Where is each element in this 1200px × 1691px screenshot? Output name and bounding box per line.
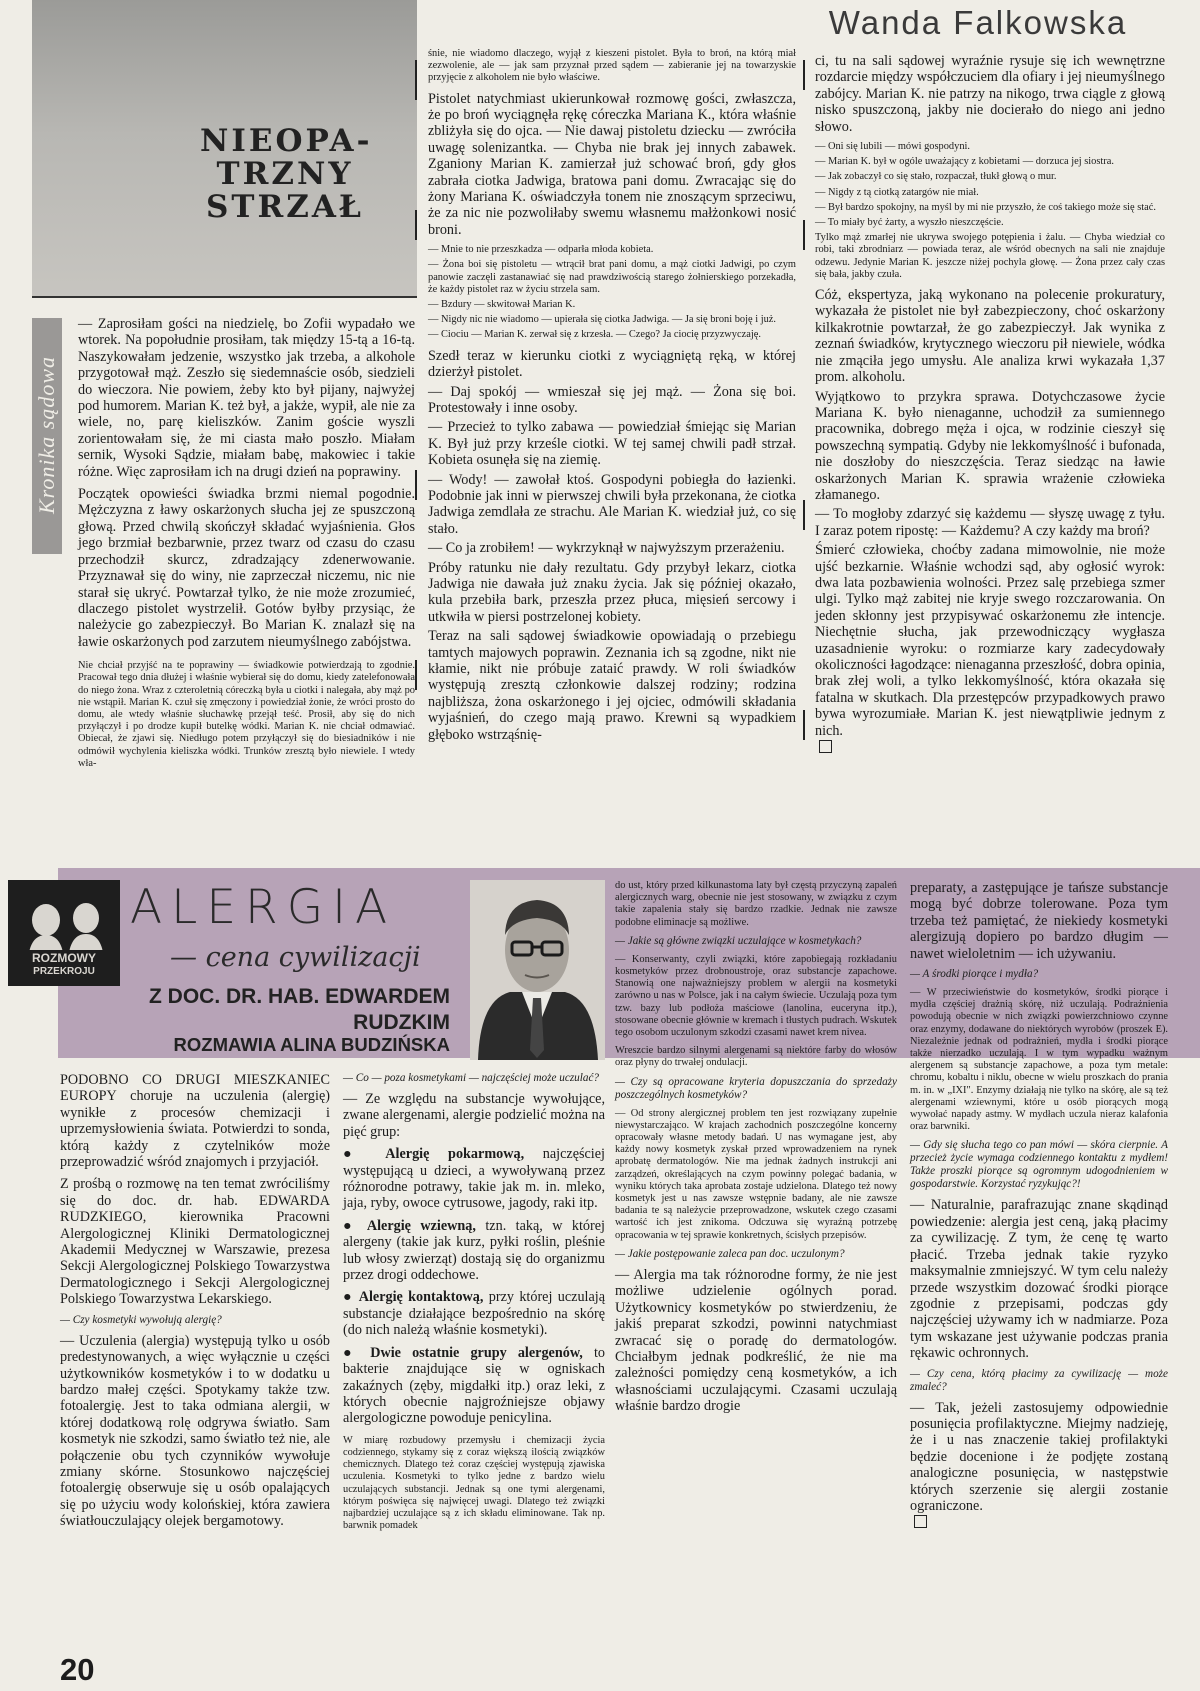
paragraph: Początek opowieści świadka brzmi niemal pogodnie. Mężczyzna z ławy oskarżonych słucha jej ze spuszczoną głową. Przed chwilą skończył składać wyjaśnienia. Głos jego brzmiał bezbarwnie, przez twarz od czasu do czasu przechodził skurcz, zdradzający zdenerwowanie. Przyznawał się do winy, nie zaprzeczał niczemu, nic nie starał się ukryć. Powtarzał tylko, że nie może zrozumieć, dlaczego pistolet wystrzelił. Gotów byłby przysiąc, że należycie go zabezpieczył. Bo Marian K. znalazł się na ławie oskarżonych pod zarzutem nieumyślnego zabójstwa.: [78, 486, 415, 650]
paragraph: ci, tu na sali sądowej wyraźnie rysuje się ich wewnętrzne rozdarcie między współczuciem dla ofiary i jej nieumyślnego zabójcy. Marian K. nie patrzy na nikogo, trwa ciągle z głową nisko spuszczoną, jakby nie docierało do niego ani jedno słowo.: [815, 53, 1165, 135]
paragraph: Śmierć człowieka, choćby zadana mimowolnie, nie może ujść bezkarnie. Właśnie wchodzi sąd, aby ogłosić wyrok: dwa lata pozbawienia wolności. Przez salę przebiega szmer ulgi. Tylko mąż zabitej nie kryje swego rozczarowania. On jeden skłonny jest przypisywać oskarżonemu złe intencje. Niechętnie słucha, jak przewodniczący wygłasza uzasadnienie wyroku: o rozmiarze kary zadecydowały okoliczności łagodzące: nienaganna przeszłość, dobra opinia, brak złej woli, a tylko lekkomyślność, która okazała się fatalna w skutkach. Dla przestępców przypadkowych prawo bywa wyrozumiałe. Marian K. jest niewątpliwie jednym z nich.: [815, 542, 1165, 739]
interview-column-3: [615, 880, 897, 1421]
interview-subtitle: — cena cywilizacji: [170, 942, 421, 973]
paragraph: — Zaprosiłam gości na niedzielę, bo Zofii wypadało we wtorek. Na popołudnie prosiłam, tak między 15-tą a 16-tą. Naszykowałam jedzenie, wszystko jak trzeba, a alkohole przygotował mąż. Zeszło się siedemnaście osób, siedzieli do wieczora. Nie powiem, żeby kto był pijany, najwyżej pod humorem. Marian K. też był, a jakże, wypił, ale nie za wiele, no, parę kieliszków. Zanim goście wyszli zorientowałam się, że mi ciasta mało poszło. Miałam sernik, Wysoki Sądzie, miałam babę, makowiec i takie różne. Więc zaprosiłam ich na drugi dzień na poprawiny.: [78, 316, 415, 480]
list-item: ● Alergię kontaktową, przy której uczulają substancje działające bezpośrednio na skórę (do nich należą właśnie kosmetyki).: [343, 1289, 606, 1339]
list-item-lead: Alergię kontaktową,: [358, 1289, 484, 1306]
interview-column-4: [910, 880, 1168, 1532]
interview-title: ALERGIA: [130, 880, 397, 935]
question: — Czy kosmetyki wywołują alergię?: [60, 1313, 222, 1326]
question: — Czy są opracowane kryteria dopuszczania do sprzedaży poszczególnych kosmetyków?: [615, 1075, 897, 1101]
small-paragraph: do ust, który przed kilkunastoma laty był częstą przyczyną zapaleń alergicznych warg, obecnie nie jest stosowany, w związku z czym takie zapalenia stały się bardzo rzadkie. Jednak nie zawsze podobne eliminacje są możliwe.: [615, 880, 897, 928]
dialogue-line: — Oni się lubili — mówi gospodyni.: [815, 141, 970, 153]
author-name: Wanda Falkowska: [828, 4, 1128, 41]
column-rule: [415, 210, 417, 240]
column-rule: [415, 660, 417, 690]
small-paragraph: — Od strony alergicznej problem ten jest rozwiązany zupełnie niewystarczająco. W krajach zachodnich poszczególne koncerny opracowały własne metody badań. U nas wymagane jest, aby każdy nowy kosmetyk zyskał przed wprowadzeniem na rynek aprobatę dermatologów. Nie ma jednak żadnych instrukcji ani zarządzeń, określających na czym powinny polegać badania, w wyniku których taka aprobata zostaje udzielona. Dlatego też nowy kosmetyk jest u nas zawsze wstępnie badany, ale nie zawsze badania te są należycie przeprowadzone, wskutek czego czasami wartość ich jest znikoma. Odczuwa się wyraźną potrzebę opracowania w tej sprawie konkretnych, ścisłych przepisów.: [615, 1107, 897, 1241]
paragraph: Teraz na sali sądowej świadkowie opowiadają o przebiegu tamtych majowych poprawin. Zeznania ich są zgodne, nikt nie kłamie, nikt nie próbuje zataić prawdy. W roli świadków występują zresztą członkowie dalszej rodziny; rodzina najbliższa, żona oskarżonego i jej ojciec, odmówili składania wyjaśnień, do czego mają prawo. Krewni są wypadkiem głęboko wstrząśnię-: [428, 628, 796, 743]
paragraph: — Przecież to tylko zabawa — powiedział śmiejąc się Marian K. Był już przy krześle ciotki. W tej samej chwili padł strzał. Kobieta osunęła się na ziemię.: [428, 419, 796, 469]
column-rule: [415, 60, 417, 100]
small-paragraph: Nie chciał przyjść na te poprawiny — świadkowie potwierdzają to zgodnie. Pracował tego dnia dłużej i właśnie wybierał się do domu, kiedy zatelefonowała do niego żona. Wraz z czteroletnią córeczką była u ciotki i nalegała, aby mąż po nie wstąpił. Marian K. czuł się zmęczony i powiedział żonie, że wróci prosto do domu, ale wtedy właśnie słuchawkę przejął teść. Prosił, aby się do nich przyłączył i po drodze kupił butelkę wódki. Marian K. nie chciał odmawiać. Obiecał, że zjawi się. Niedługo potem przyłączył się do biesiadników i nie odmówił wychylenia kieliszka wódki. Trunków zresztą było niewiele. I wtedy wła-: [78, 660, 415, 769]
list-item-text: tzn. taką, w której alergeny (takie jak kurz, pyłki roślin, pleśnie lub włosy zwierząt) dostają się do organizmu przez drogi oddechowe.: [343, 1217, 605, 1284]
section-tab: [32, 318, 62, 554]
column-rule: [803, 60, 805, 90]
dialogue-line: — Mnie to nie przeszkadza — odparła młoda kobieta.: [428, 244, 654, 256]
small-paragraph: W miarę rozbudowy przemysłu i chemizacji życia codziennego, stykamy się z coraz większą ilością związków chemicznych. Dlatego też coraz częściej występują zjawiska uczulenia. Kosmetyki to tylko jedne z bardzo wielu uczulających substancji. Jednak są one tymi alergenami, którym poświęca się najwięcej uwagi. Dlatego też związki najbardziej uczulające są z ich składu eliminowane. Tak np. barwnik pomadek: [343, 1434, 605, 1532]
answer: — Ze względu na substancje wywołujące, zwane alergenami, alergie podzielić można na pięć grup:: [343, 1091, 605, 1140]
list-item: ● Alergię wziewną, tzn. taką, w której alergeny (takie jak kurz, pyłki roślin, pleśnie lub włosy zwierząt) dostają się do organizmu przez drogi oddechowe.: [343, 1217, 605, 1284]
list-item: ● Dwie ostatnie grupy alergenów, to bakterie znajdujące się w ogniskach zakaźnych (zęby, migdałki itp.) oraz leki, z których obecnie najgroźniejsze objawy alergologiczne powoduje penicylina.: [343, 1344, 605, 1427]
paragraph: Próby ratunku nie dały rezultatu. Gdy przybył lekarz, ciotka Jadwiga nie dawała już znaku życia. Jak się później okazało, kula przebiła bark, przeszła przez płuca, mięsień sercowy i utkwiła w piersi postrzelonej kobiety.: [428, 559, 796, 625]
paragraph: Wyjątkowo to przykra sprawa. Dotychczasowe życie Mariana K. było nienaganne, uchodził za sumiennego pracownika, dobrego męża i ojca, w rodzinie cieszył się powszechną sympatią. Gdyby nie lekkomyślność i bufonada, nie doszłoby do nieszczęścia. Teraz siedząc na ławie oskarżonych Marian K. sprawia wrażenie człowieka złamanego.: [815, 388, 1165, 503]
answer: preparaty, a zastępujące je tańsze substancje mogą być dobrze tolerowane. Poza tym trzeba też pamiętać, że niekiedy kosmetyki alergizują dopiero po bardzo długim — nawet wieloletnim — ich używaniu.: [910, 880, 1168, 962]
rozmowy-przekroju-logo: [8, 880, 120, 986]
paragraph: — To mogłoby zdarzyć się każdemu — słyszę uwagę z tyłu. I zaraz potem ripostę: — Każdemu? A czy każdy ma broń?: [815, 506, 1165, 539]
column-rule: [803, 500, 805, 530]
list-item-text: najczęściej występującą u dzieci, a wywoływaną przez różnorodne potrawy, takie jak m. in. mleko, jaja, ryby, owoce cytrusowe, jagody, raki itp.: [343, 1146, 605, 1212]
list-item-lead: Alergię wziewną,: [366, 1217, 476, 1234]
list-item-text: przy której uczulają substancje działające bezpośrednio na skórę (do nich należą właśnie kosmetyki).: [343, 1289, 606, 1339]
dialogue-line: — Jak zobaczył co się stało, rozpaczał, tłukł głową o mur.: [815, 171, 1057, 183]
portrait-image: [470, 880, 605, 1060]
logo-text-2: PRZEKROJU: [33, 966, 95, 977]
small-paragraph: — W przeciwieństwie do kosmetyków, środki piorące i mydła częściej drażnią skórę, niż uczulają. Podrażnienia powodują obecnie w nich związki powierzchniowo czynne oraz enzymy, dodawane do niektórych wyrobów (proszek E). Niezależnie jednak od podrażnień, mydła i środki piorące także nierzadko uczulają. I w tym wypadku ważnym alergenem są substancje zapachowe, a poza tym metale: chromu, kobaltu i niklu, obecne w wielu proszkach do prania m. in. w „IXI". Enzymy działają nie tylko na skórę, ale są też alergenami wziewnymi, które u osób piorących mogą wywołać napady astmy. W mydłach uczula nieraz kalafonia oraz barwniki.: [910, 987, 1168, 1133]
article-column-3: [815, 53, 1165, 757]
paragraph: Pistolet natychmiast ukierunkował rozmowę gości, zwłaszcza, że po broń wyciągnęła rękę córeczka Mariana K., która właśnie zbliżyła się do ojca. — Nie dawaj pistoletu dziecku — zwróciła uwagę solenizantka. — Chyba nie brak jej innych zabawek. Zganiony Marian K. zamierzał już schować broń, gdy głos zabrała ciotka Jadwiga, bratowa pani domu. Zwracając się do żony Mariana K. oświadczyła tonem nie znoszącym sprzeciwu, że za nic nie pozwoliłaby swemu własnemu małżonkowi nosić broni.: [428, 90, 796, 238]
dialogue-line: — Marian K. był w ogóle uważający z kobietami — dorzuca jej siostra.: [815, 156, 1114, 168]
question: — A środki piorące i mydła?: [910, 968, 1039, 981]
answer: — Naturalnie, parafrazując znane skądinąd powiedzenie: alergia jest ceną, jaką płacimy za cywilizację. Z tym, że cenę tę warto płacić. Trzeba jednak takie ryzyko maksymalnie zmniejszyć. W tym celu należy przede wszystkim dozować środki piorące zgodnie z przepisami, podczas gdy najczęściej używamy ich w nadmiarze. Poza tym wskazane jest używanie podczas prania rękawic ochronnych.: [910, 1197, 1168, 1362]
paragraph: — Co ja zrobiłem! — wykrzyknął w najwyższym przerażeniu.: [428, 540, 785, 557]
small-paragraph: śnie, nie wiadomo dlaczego, wyjął z kieszeni pistolet. Była to broń, na którą miał zezwolenie, ale — jak sam przyznał przed sądem — zabieranie jej na towarzyskie przyjęcie z alkoholem nie było właściwe.: [428, 48, 796, 84]
list-item-text: to bakterie znajdujące się w ogniskach zakaźnych (zęby, migdałki itp.) oraz leki, z których obecnie najgroźniejsze objawy alergologiczne powoduje penicylina.: [343, 1344, 605, 1427]
dialogue-line: — To miały być żarty, a wyszło nieszczęście.: [815, 217, 1004, 229]
answer: — Tak, jeżeli zastosujemy odpowiednie posunięcia profilaktyczne. Miejmy nadzieję, że i u nas znaczenie takiej profilaktyki będzie docenione i że podjęte zostaną analogiczne posunięcia, w następstwie których szerzenie się alergii zostanie ograniczone.: [910, 1399, 1168, 1514]
interview-column-1: [60, 1072, 330, 1536]
small-paragraph: Tylko mąż zmarłej nie ukrywa swojego potępienia i żalu. — Chyba wiedział co robi, taki zbrodniarz — powiada teraz, ale wśród obecnych na sali nie znajduje odzewu. Jedynie Marian K. jeszcze niżej pochyla głowę. — Żona przez cały czas się bała, jakby czuła.: [815, 232, 1165, 280]
paragraph: Cóż, ekspertyza, jaką wykonano na polecenie prokuratury, wykazała że pistolet nie był zabezpieczony, choć oskarżony kilkakrotnie powtarzał, że go zabezpieczył. Jak wynika z zeznań świadków, krytycznego wieczoru pił niewiele, wódka nie zmąciła jego umysłu. Ale analiza krwi wykazała 1,37 prom. alkoholu.: [815, 287, 1165, 386]
answer: — Uczulenia (alergia) występują tylko u osób predestynowanych, a więc wyłącznie u części użytkowników kosmetyków i to w dodatku u bardzo małej części. Spotykamy także tzw. fotoalergię. Jest to taka odmiana alergii, w której dodatkową rolę odgrywa światło. Sam kosmetyk nie szkodzi, samo światło też nie, ale połączenie obu tych czynników wywołuje zmiany skórne. Stosunkowo najczęściej fotoalergię obserwuje się u osób opalających się po użyciu wody kolońskiej, która zawiera światłouczulający olejek bergamotowy.: [60, 1332, 330, 1530]
title-box-edge: [32, 296, 417, 298]
list-item-lead: Alergię pokarmową,: [385, 1146, 525, 1163]
end-of-article-mark: [819, 740, 832, 753]
interview-byline: ROZMAWIA ALINA BUDZIŃSKA: [173, 1034, 450, 1055]
dialogue-line: — Żona boi się pistoletu — wtrącił brat pani domu, a mąż ciotki Jadwigi, po czym panowie zaczęli zastanawiać się nad prawdziwością starego żołnierskiego porzekadła, że każdy pistolet raz w życiu strzela sam.: [428, 259, 796, 295]
dialogue-line: — Bzdury — skwitował Marian K.: [428, 299, 576, 311]
dialogue-line: — Nigdy nic nie wiadomo — upierała się ciotka Jadwiga. — Ja się broni boję i już.: [428, 314, 777, 326]
column-rule: [803, 710, 805, 740]
dialogue-line: — Nigdy z tą ciotką zatargów nie miał.: [815, 186, 979, 198]
question: — Czy cena, którą płacimy za cywilizację — może zmaleć?: [910, 1367, 1168, 1393]
answer: — Alergia ma tak różnorodne formy, że nie jest możliwe udzielenie ogólnych porad. Użytkownicy kosmetyków po stwierdzeniu, że jakiś preparat szkodzi, powinni natychmiast zwracać się o poradę do dermatologów. Chciałbym jednak podkreślić, że nie ma zależności pomiędzy ceną kosmetyków, a ich własnościami uczulającymi. Czasami uczulają właśnie bardzo drogie: [615, 1266, 897, 1415]
page-number: 20: [60, 1652, 95, 1687]
intro-paragraph: Z prośbą o rozmowę na ten temat zwróciliśmy się do doc. dr. hab. EDWARDA RUDZKIEGO, kierownika Pracowni Alergologicznej Kliniki Dermatologicznej Akademii Medycznej w Warszawie, prezesa Sekcji Alergologicznej Polskiego Towarzystwa Dermatologicznego i Sekcji Alergologicznej Polskiego Towarzystwa Lekarskiego.: [60, 1176, 330, 1308]
interview-column-2: [343, 1072, 605, 1538]
question: — Gdy się słucha tego co pan mówi — skóra cierpnie. A przecież życie wymaga codziennego kontaktu z mydłem! Także proszki piorące są ogromnym udogodnieniem w gospodarstwie. Korzystać ryzykując?!: [910, 1139, 1168, 1191]
paragraph: — Wody! — zawołał ktoś. Gospodyni pobiegła do łazienki. Podobnie jak inni w pierwszej chwili była przekonana, że ciotka Jadwiga zemdlała ze strachu. Ale Marian K. wiedział już, co się stało.: [428, 471, 796, 537]
intro-paragraph: PODOBNO CO DRUGI MIESZKANIEC EUROPY choruje na uczulenia (alergię) wynikłe z procesów chemizacji i uprzemysłowienia świata. Potwierdzi to sonda, którą każdy z czytelników może przeprowadzić wśród znajomych i przyjaciół.: [60, 1072, 330, 1171]
logo-text-1: ROZMOWY: [32, 951, 96, 965]
section-label: Kronika sądowa: [34, 355, 59, 515]
logo-icon: [8, 880, 120, 986]
paragraph: — Daj spokój — wmieszał się jej mąż. — Żona się boi. Protestowały i inne osoby.: [428, 383, 796, 416]
question: — Jakie postępowanie zaleca pan doc. uczulonym?: [615, 1247, 845, 1260]
list-item: ● Alergię pokarmową, najczęściej występującą u dzieci, a wywoływaną przez różnorodne potrawy, takie jak m. in. mleko, jaja, ryby, owoce cytrusowe, jagody, raki itp.: [343, 1146, 605, 1212]
dialogue-line: — Był bardzo spokojny, na myśl by mi nie przyszło, że coś takiego może się stać.: [815, 201, 1156, 213]
paragraph: Szedł teraz w kierunku ciotki z wyciągniętą ręką, w której dzierżył pistolet.: [428, 347, 796, 381]
column-rule: [803, 220, 805, 250]
small-paragraph: Wreszcie bardzo silnymi alergenami są niektóre farby do włosów oraz płyny do trwałej ondulacji.: [615, 1045, 897, 1069]
interview-guest: Z DOC. DR. HAB. EDWARDEM RUDZKIM: [149, 985, 450, 1034]
end-of-article-mark: [914, 1515, 927, 1528]
column-rule: [415, 470, 417, 500]
article-column-2: [428, 48, 796, 749]
question: — Co — poza kosmetykami — najczęściej może uczulać?: [343, 1072, 600, 1084]
article-title: NIEOPA-TRZNY STRZAŁ: [200, 123, 373, 225]
dialogue-line: — Ciociu — Marian K. zerwał się z krzesła. — Czego? Ja ciocię przyzwyczaję.: [428, 329, 761, 341]
portrait-photo: [470, 880, 605, 1060]
article-column-1: [78, 316, 415, 776]
list-item-lead: Dwie ostatnie grupy alergenów,: [370, 1344, 583, 1361]
small-paragraph: — Konserwanty, czyli związki, które zapobiegają rozkładaniu kosmetyków przez drobnoustroje, oraz substancje zapachowe. Stanowią one najważniejszy problem w alergii na kosmetyki zarówno u nas w Polsce, jak i na całym świecie. Uczulają poza tym tzw. bazy lub podłoża maściowe (lanolina, euceryna itp.), stosowane obecnie głównie w kremach i tłustych pudrach. Wskutek tego osobom uczulonym szkodzi czasami nawet krem nivea.: [615, 953, 897, 1039]
question: — Jakie są główne związki uczulające w kosmetykach?: [615, 934, 862, 947]
